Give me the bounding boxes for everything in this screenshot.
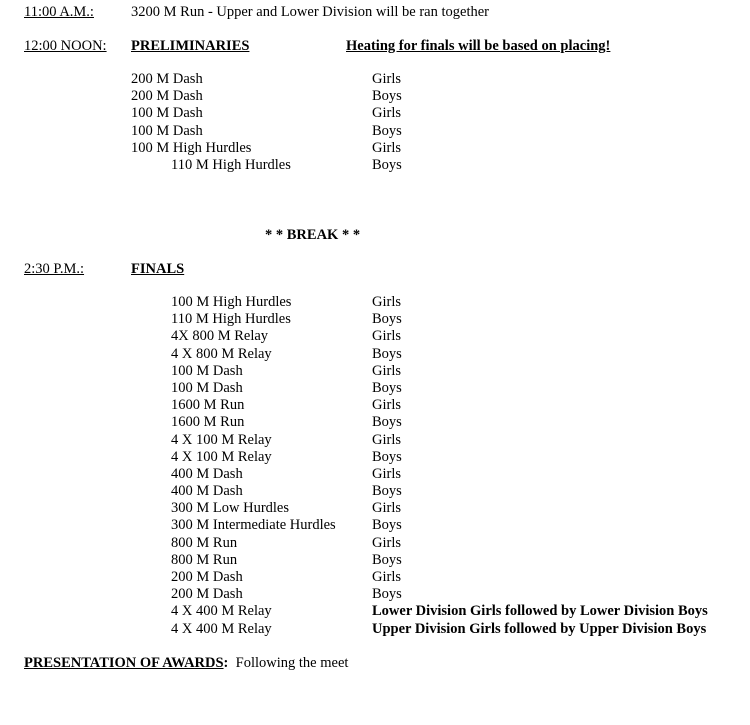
event-group: Boys	[372, 551, 402, 568]
event-name: 4 X 400 M Relay	[171, 603, 272, 620]
event-group: Girls	[372, 465, 401, 482]
event-group: Boys	[372, 414, 402, 431]
event-3200-run: 3200 M Run - Upper and Lower Division will be ran together	[131, 4, 489, 20]
event-name: 4 X 400 M Relay	[171, 620, 272, 637]
event-group: Lower Division Girls followed by Lower Division Boys	[372, 603, 708, 620]
event-name: 200 M Dash	[131, 88, 203, 105]
table-row	[131, 123, 531, 140]
event-group: Boys	[372, 483, 402, 500]
event-group: Girls	[372, 431, 401, 448]
break-label: * * BREAK * *	[265, 227, 361, 243]
event-group: Upper Division Girls followed by Upper Division Boys	[372, 620, 707, 637]
event-group: Boys	[372, 311, 402, 328]
event-name: 200 M Dash	[171, 569, 243, 585]
event-group: Boys	[372, 586, 402, 603]
table-row	[131, 105, 531, 122]
event-group: Girls	[372, 362, 401, 379]
event-name: 4 X 100 M Relay	[171, 431, 272, 448]
awards-label: PRESENTATION OF AWARDS	[24, 655, 224, 671]
event-name: 400 M Dash	[171, 483, 243, 500]
table-row	[171, 586, 731, 603]
event-name: 800 M Run	[171, 534, 238, 551]
event-name: 100 M Dash	[171, 362, 243, 379]
table-row	[131, 88, 531, 105]
event-name: 100 M Dash	[131, 122, 203, 139]
event-group: Boys	[372, 448, 402, 465]
table-row	[171, 311, 731, 328]
event-name: 800 M Run	[171, 551, 238, 568]
table-row	[171, 432, 731, 449]
finals-title: FINALS	[131, 261, 185, 277]
event-group: Boys	[372, 345, 402, 362]
event-group: Girls	[372, 71, 401, 87]
event-group: Girls	[372, 105, 401, 122]
finals-list	[171, 294, 731, 638]
event-group: Boys	[372, 156, 402, 173]
event-group: Girls	[372, 397, 401, 414]
preliminaries-title: PRELIMINARIES	[131, 38, 250, 54]
event-group: Boys	[372, 88, 402, 105]
table-row	[171, 535, 731, 552]
table-row	[171, 466, 731, 483]
time-noon: 12:00 NOON:	[24, 38, 107, 54]
event-name: 300 M Intermediate Hurdles	[171, 517, 336, 534]
preliminaries-list	[131, 71, 531, 174]
table-row	[171, 483, 731, 500]
event-name: 400 M Dash	[171, 465, 243, 482]
table-row	[171, 380, 731, 397]
table-row	[171, 603, 731, 620]
table-row	[171, 328, 731, 345]
event-group: Girls	[372, 294, 401, 310]
awards-line	[24, 655, 348, 672]
event-name: 4 X 100 M Relay	[171, 448, 272, 465]
time-finals: 2:30 P.M.:	[24, 261, 85, 277]
event-name: 1600 M Run	[171, 397, 245, 414]
event-group: Girls	[372, 534, 401, 551]
table-row	[171, 294, 731, 311]
table-row	[171, 552, 731, 569]
table-row	[171, 621, 731, 638]
heating-note: Heating for finals will be based on placing!	[346, 38, 611, 54]
table-row	[171, 517, 731, 534]
event-name: 4 X 800 M Relay	[171, 345, 272, 362]
table-row	[131, 140, 531, 157]
event-name: 200 M Dash	[171, 586, 243, 603]
event-name: 4X 800 M Relay	[171, 328, 269, 345]
event-name: 200 M Dash	[131, 71, 203, 87]
event-name: 100 M Dash	[171, 379, 243, 396]
event-group: Girls	[372, 328, 401, 345]
table-row	[171, 569, 731, 586]
event-name: 100 M Dash	[131, 105, 203, 122]
event-name: 300 M Low Hurdles	[171, 500, 290, 517]
event-name: 110 M High Hurdles	[171, 156, 291, 173]
table-row	[171, 397, 731, 414]
event-group: Girls	[372, 139, 401, 156]
event-name: 110 M High Hurdles	[171, 311, 291, 328]
table-row	[171, 500, 731, 517]
table-row	[171, 346, 731, 363]
table-row	[171, 449, 731, 466]
event-group: Girls	[372, 500, 401, 517]
table-row	[171, 363, 731, 380]
table-row	[171, 414, 731, 431]
event-group: Boys	[372, 379, 402, 396]
event-group: Boys	[372, 122, 402, 139]
event-group: Boys	[372, 517, 402, 534]
table-row	[131, 157, 531, 174]
awards-text: Following the meet	[235, 655, 349, 671]
event-name: 100 M High Hurdles	[131, 139, 252, 156]
awards-colon: :	[223, 655, 229, 671]
table-row	[131, 71, 531, 88]
event-name: 1600 M Run	[171, 414, 245, 431]
time-1100: 11:00 A.M.:	[24, 4, 94, 20]
event-name: 100 M High Hurdles	[171, 294, 292, 310]
event-group: Girls	[372, 569, 401, 585]
